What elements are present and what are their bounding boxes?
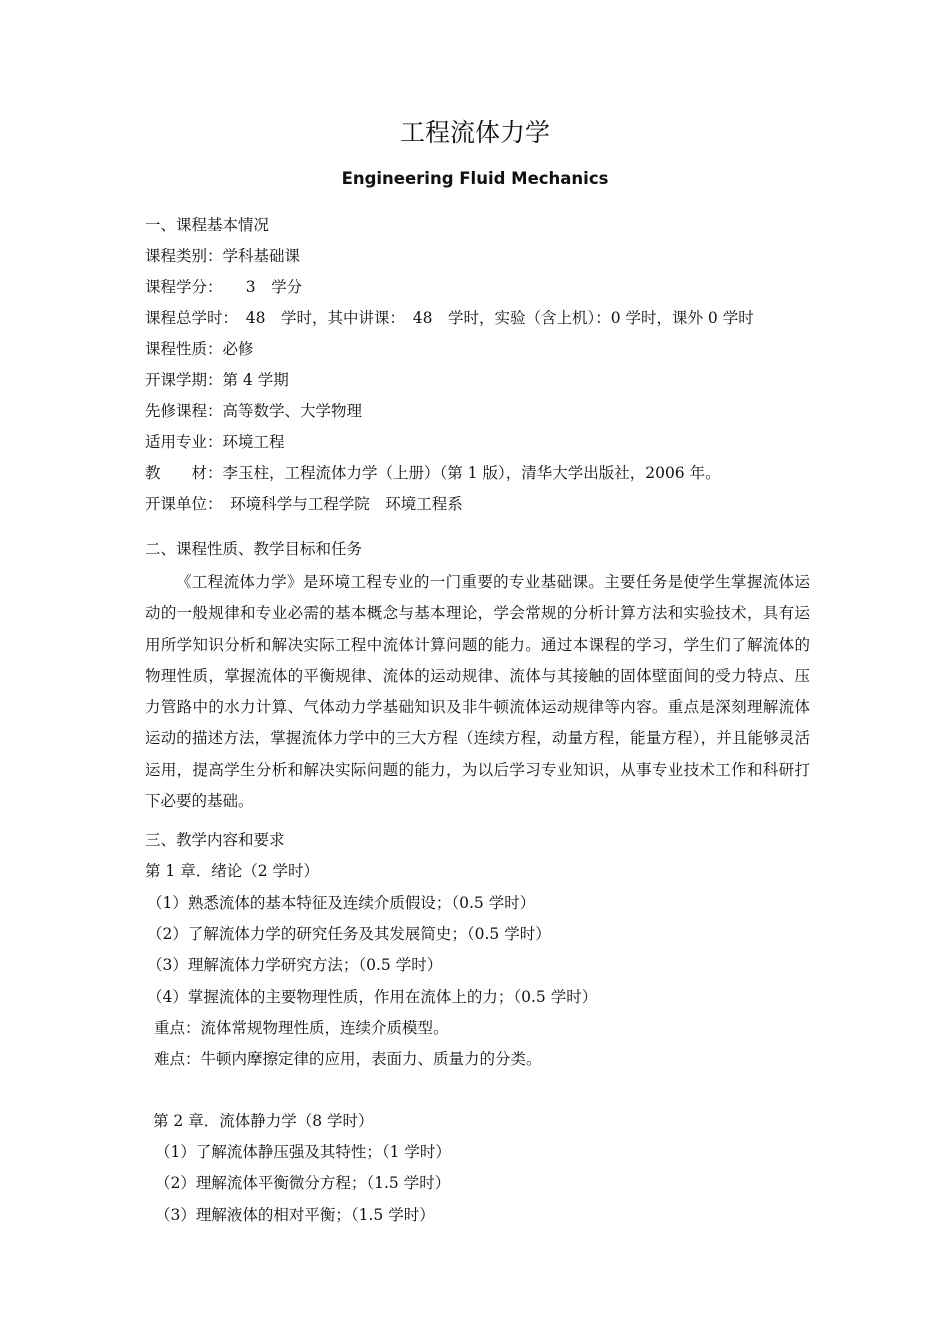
info-applicable-major: 适用专业：环境工程 bbox=[145, 433, 285, 451]
section-2-paragraph: 《工程流体力学》是环境工程专业的一门重要的专业基础课。主要任务是使学生掌握流体运动的一般规律和专业必需的基本概念与基本理论，学会常规的分析计算方法和实验技术，具有运用所学知识分析和解决实际工程中流体计算问题的能力。通过本课程的学习，学生们了解流体的物理性质，掌握流体的平衡规律、流体的运动规律、流体与其接触的固体壁面间的受力特点、压力管路中的水力计算、气体动力学基础知识及非牛顿流体运动规律等内容。重点是深刻理解流体运动的描述方法，掌握流体力学中的三大方程（连续方程，动量方程，能量方程），并且能够灵活运用，提高学生分析和解决实际问题的能力，为以后学习专业知识，从事专业技术工作和科研打下必要的基础。 bbox=[145, 573, 810, 811]
chapter-2-title: 第 2 章．流体静力学（8 学时） bbox=[153, 1112, 374, 1130]
document-subtitle: Engineering Fluid Mechanics bbox=[341, 169, 609, 188]
section-1-heading: 一、课程基本情况 bbox=[145, 216, 270, 234]
chapter-2-item: （1）了解流体静压强及其特性；（1 学时） bbox=[155, 1143, 451, 1161]
chapter-1-title: 第 1 章．绪论（2 学时） bbox=[145, 862, 320, 880]
chapter-1-item: （1）熟悉流体的基本特征及连续介质假设；（0.5 学时） bbox=[147, 894, 536, 912]
info-semester: 开课学期：第 4 学期 bbox=[145, 371, 289, 389]
chapter-1-item: （4）掌握流体的主要物理性质，作用在流体上的力；（0.5 学时） bbox=[147, 988, 598, 1006]
info-course-category: 课程类别：学科基础课 bbox=[145, 247, 301, 265]
document-title: 工程流体力学 bbox=[399, 118, 550, 147]
chapter-1-item: （3）理解流体力学研究方法；（0.5 学时） bbox=[147, 956, 443, 974]
section-2-heading: 二、课程性质、教学目标和任务 bbox=[145, 540, 363, 558]
chapter-2-item: （2）理解流体平衡微分方程；（1.5 学时） bbox=[155, 1174, 451, 1192]
chapter-1-key-points: 重点：流体常规物理性质，连续介质模型。 bbox=[154, 1019, 449, 1037]
section-3-heading: 三、教学内容和要求 bbox=[145, 831, 285, 849]
info-department: 开课单位： 环境科学与工程学院 环境工程系 bbox=[145, 495, 463, 513]
info-textbook: 教 材：李玉柱，工程流体力学（上册）（第 1 版），清华大学出版社，2006 年。 bbox=[145, 464, 721, 482]
chapter-1-difficult-points: 难点：牛顿内摩擦定律的应用，表面力、质量力的分类。 bbox=[154, 1050, 542, 1068]
chapter-1-item: （2）了解流体力学的研究任务及其发展简史；（0.5 学时） bbox=[147, 925, 551, 943]
info-prerequisites: 先修课程：高等数学、大学物理 bbox=[145, 402, 363, 420]
chapter-2-item: （3）理解液体的相对平衡；（1.5 学时） bbox=[155, 1206, 435, 1224]
info-course-credits: 课程学分： 3 学分 bbox=[145, 278, 303, 296]
info-course-nature: 课程性质：必修 bbox=[145, 340, 254, 358]
info-course-hours: 课程总学时： 48 学时，其中讲课： 48 学时，实验（含上机）：0 学时，课外 0 学时 bbox=[145, 309, 754, 327]
